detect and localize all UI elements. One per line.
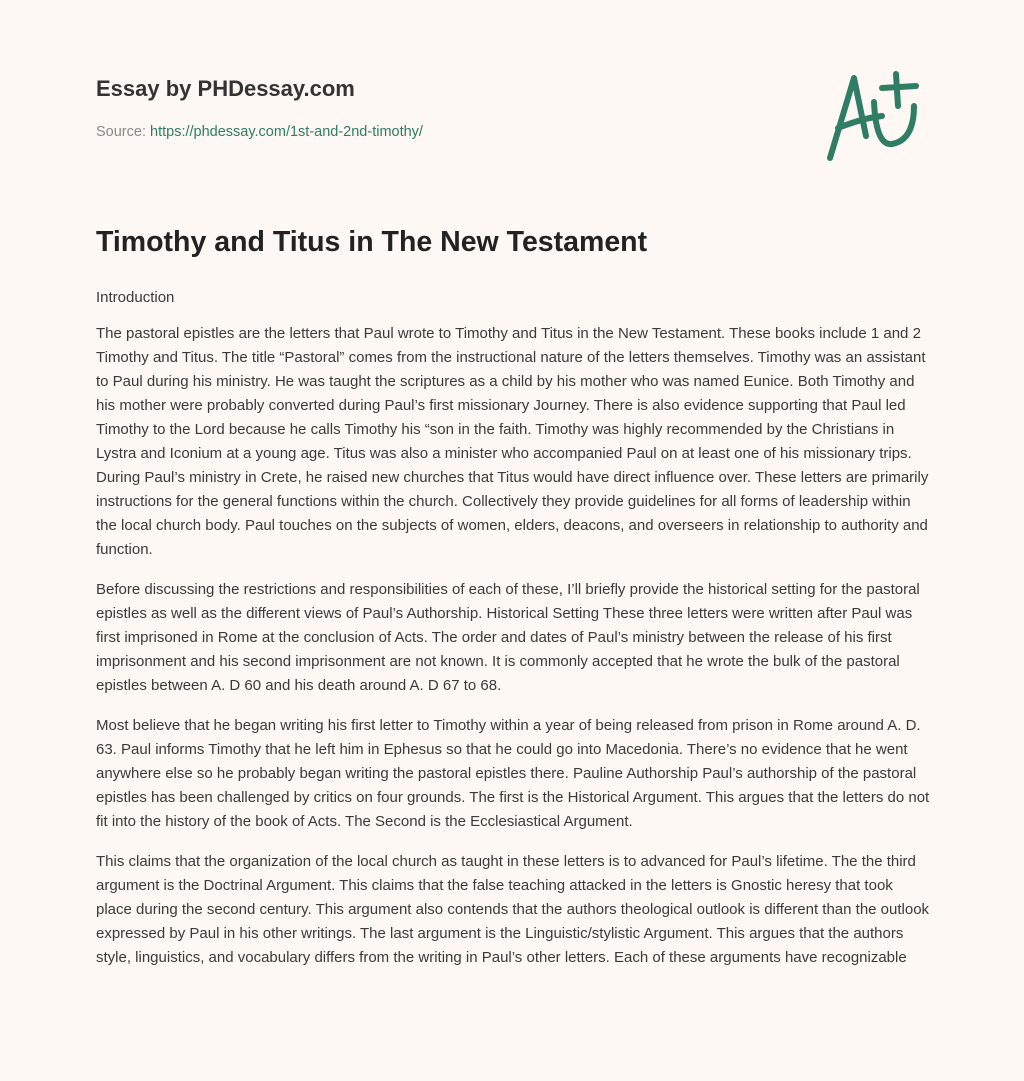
source-link[interactable]: https://phdessay.com/1st-and-2nd-timothy/ bbox=[150, 124, 423, 140]
section-heading: Introduction bbox=[96, 289, 175, 306]
a-plus-logo-icon bbox=[818, 66, 928, 166]
brand-title: Essay by PHDessay.com bbox=[96, 76, 355, 101]
essay-body bbox=[96, 286, 932, 986]
source-line bbox=[96, 124, 423, 140]
paragraph: The pastoral epistles are the letters that Paul wrote to Timothy and Titus in the New Testament. These books include 1 and 2 Timothy and Titus. The title “Pastoral” comes from the instructional nature of the letters themselves. Timothy was an assistant to Paul during his ministry. He was taught the scriptures as a child by his mother who was named Eunice. Both Timothy and his mother were probably converted during Paul’s first missionary Journey. There is also evidence supporting that Paul led Timothy to the Lord because he calls Timothy his “son in the faith. Timothy was highly recommended by the Christians in Lystra and Iconium at a young age. Titus was also a minister who accompanied Paul on at least one of his missionary trips. During Paul’s ministry in Crete, he raised new churches that Titus would have direct influence over. These letters are primarily instructions for the general functions within the church. Collectively they provide guidelines for all forms of leadership within the local church body. Paul touches on the subjects of women, elders, deacons, and overseers in relationship to authority and function. bbox=[96, 325, 929, 558]
essay-title: Timothy and Titus in The New Testament bbox=[96, 226, 648, 258]
source-label: Source: bbox=[96, 124, 146, 140]
paragraph: This claims that the organization of the local church as taught in these letters is to advanced for Paul’s lifetime. The the third argument is the Doctrinal Argument. This claims that the false teaching attacked in the letters is Gnostic heresy that took place during the second century. This argument also contends that the authors theological outlook is different than the outlook expressed by Paul in his other writings. The last argument is the Linguistic/stylistic Argument. This argues that the authors style, linguistics, and vocabulary differs from the writing in Paul’s other letters. Each of these arguments have recognizable bbox=[96, 853, 930, 966]
essay-header bbox=[96, 76, 423, 140]
paragraph: Most believe that he began writing his first letter to Timothy within a year of being released from prison in Rome around A. D. 63. Paul informs Timothy that he left him in Ephesus so that he could go into Macedonia. There’s no evidence that he went anywhere else so he probably began writing the pastoral epistles there. Pauline Authorship Paul’s authorship of the pastoral epistles has been challenged by critics on four grounds. The first is the Historical Argument. This argues that the letters do not fit into the history of the book of Acts. The Second is the Ecclesiastical Argument. bbox=[96, 717, 930, 830]
paragraph: Before discussing the restrictions and responsibilities of each of these, I’ll briefly provide the historical setting for the pastoral epistles as well as the different views of Paul’s Authorship. Historical Setting These three letters were written after Paul was first imprisoned in Rome at the conclusion of Acts. The order and dates of Paul’s ministry between the release of his first imprisonment and his second imprisonment are not known. It is commonly accepted that he wrote the bulk of the pastoral epistles between A. D 60 and his death around A. D 67 to 68. bbox=[96, 581, 920, 694]
